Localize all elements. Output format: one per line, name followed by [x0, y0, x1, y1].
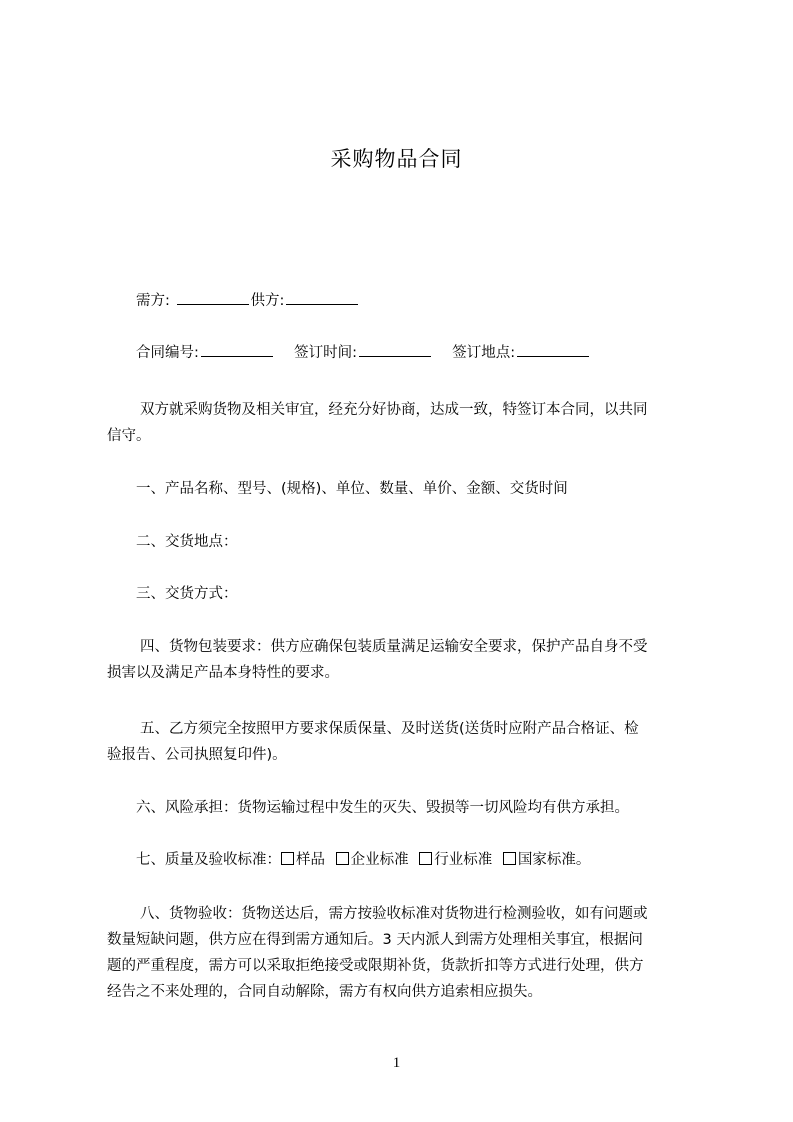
- clause-8-line-2: 数量短缺问题，供方应在得到需方通知后。3 天内派人到需方处理相关事宜，根据问: [107, 932, 643, 948]
- option-national-standard: 国家标准。: [517, 852, 591, 868]
- clause-8-line-4: 经告之不来处理的，合同自动解除，需方有权向供方追索相应损失。: [107, 984, 542, 1000]
- clause-8-line-3: 题的严重程度，需方可以采取拒绝接受或限期补货，货款折扣等方式进行处理，供方: [107, 958, 644, 974]
- parties-line: [107, 288, 731, 314]
- clause-8: [107, 901, 707, 1005]
- option-industry-standard: 行业标准: [434, 852, 493, 868]
- document-title: 采购物品合同: [330, 147, 463, 171]
- contract-info-line: [107, 340, 731, 366]
- intro-line-2: 信守。: [107, 428, 151, 444]
- clause-8-line-1: 八、货物验收：货物送达后，需方按验收标准对货物进行检测验收，如有问题或: [140, 906, 648, 922]
- contract-number-blank: [201, 340, 273, 357]
- page-number: 1: [392, 1055, 401, 1071]
- checkbox-industry-standard[interactable]: [419, 852, 432, 865]
- sign-place-label: 签订地点:: [452, 345, 516, 361]
- checkbox-sample[interactable]: [281, 852, 294, 865]
- contract-number-label: 合同编号:: [136, 345, 199, 361]
- checkbox-enterprise-standard[interactable]: [336, 852, 349, 865]
- supplier-label: 供方:: [250, 293, 285, 309]
- option-enterprise-standard: 企业标准: [350, 852, 409, 868]
- clause-2: 二、交货地点：: [136, 534, 238, 550]
- option-sample: 样品: [296, 852, 325, 868]
- clause-4-line-1: 四、货物包装要求：供方应确保包装质量满足运输安全要求，保护产品自身不受: [140, 639, 648, 655]
- clause-5-line-2: 验报告、公司执照复印件)。: [107, 747, 287, 763]
- sign-place-blank: [517, 340, 589, 357]
- clause-7: [107, 847, 731, 873]
- clause-5: [107, 716, 702, 768]
- clause-1: 一、产品名称、型号、(规格)、单位、数量、单价、金额、交货时间: [136, 481, 568, 497]
- intro-paragraph: [107, 397, 702, 449]
- clause-4-line-2: 损害以及满足产品本身特性的要求。: [107, 665, 339, 681]
- clause-7-label: 七、质量及验收标准：: [136, 852, 281, 868]
- buyer-blank: [177, 288, 249, 305]
- checkbox-national-standard[interactable]: [503, 852, 516, 865]
- sign-time-blank: [359, 340, 431, 357]
- clause-4: [107, 634, 702, 686]
- intro-line-1: 双方就采购货物及相关审宜，经充分好协商，达成一致，特签订本合同，以共同: [140, 402, 648, 418]
- supplier-blank: [286, 288, 358, 305]
- buyer-label: 需方:: [136, 293, 170, 309]
- clause-3: 三、交货方式：: [136, 586, 238, 602]
- clause-6: 六、风险承担：货物运输过程中发生的灭失、毁损等一切风险均有供方承担。: [136, 800, 629, 816]
- clause-5-line-1: 五、乙方须完全按照甲方要求保质保量、及时送货(送货时应附产品合格证、检: [140, 721, 639, 737]
- sign-time-label: 签订时间:: [294, 345, 357, 361]
